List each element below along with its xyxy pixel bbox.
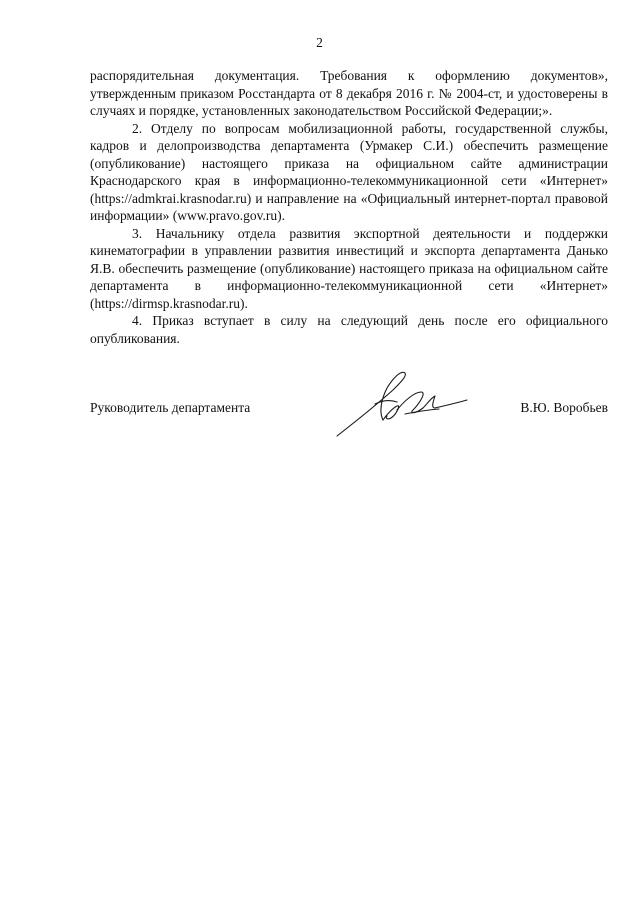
signature-block <box>90 400 608 440</box>
paragraph-item-3: 3. Начальнику отдела развития экспортной деятельности и поддержки кинематографии в управлении развития инвестиций и экспорта департамента Данько Я.В. обеспечить размещение (опубликование) настоящего приказа на официальном сайте департамента в информационно-телекоммуникационной сети «Интернет» (https://dirmsp.krasnodar.ru). <box>90 225 608 311</box>
paragraph-continuation: распорядительная документация. Требования к оформлению документов», утвержденным приказом Росстандарта от 8 декабря 2016 г. № 2004-ст, и удостоверены в случаях и порядке, установленных законодательством Российской Федерации;». <box>90 68 608 118</box>
signatory-name: В.Ю. Воробьев <box>520 400 608 415</box>
signatory-position: Руководитель департамента <box>90 400 251 415</box>
paragraph-item-4: 4. Приказ вступает в силу на следующий день после его официального опубликования. <box>90 313 608 346</box>
document-body <box>90 67 608 347</box>
page-number: 2 <box>316 35 323 50</box>
paragraph-item-2: 2. Отделу по вопросам мобилизационной работы, государственной службы, кадров и делопроизводства департамента (Урмакер С.И.) обеспечить размещение (опубликование) настоящего приказа на официальном сайте администрации Краснодарского края в информационно-телекоммуникационной сети «Интернет» (https://admkrai.krasnodar.ru) и направление на «Официальный интернет-портал правовой информации» (www.pravo.gov.ru). <box>90 120 608 223</box>
